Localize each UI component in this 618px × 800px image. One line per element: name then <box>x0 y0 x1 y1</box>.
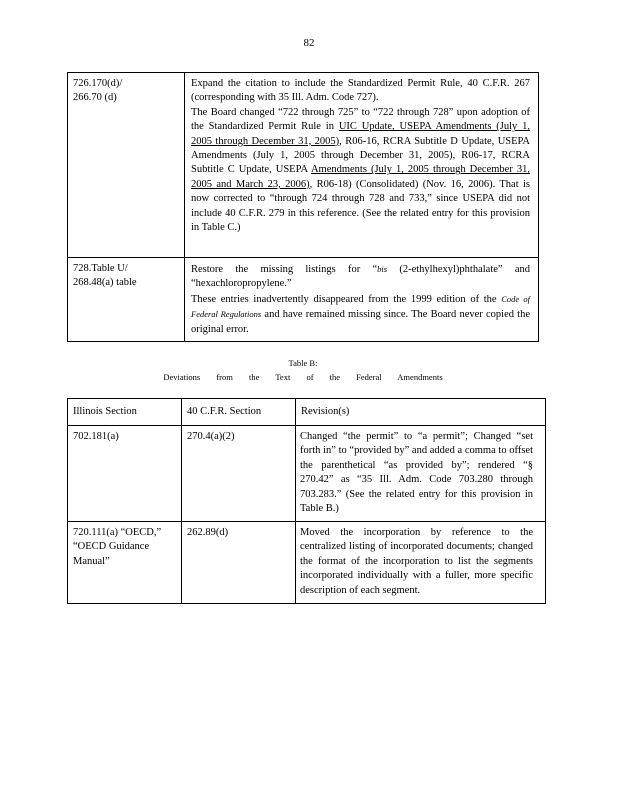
text-run: Restore the missing listings for “ <box>191 264 378 275</box>
table-b <box>67 398 546 604</box>
illinois-section-cell: 702.181(a) <box>68 426 182 522</box>
section-cell <box>68 258 185 342</box>
column-header: Illinois Section <box>68 399 182 426</box>
table-header-row <box>68 399 546 426</box>
cfr-section-cell: 262.89(d) <box>182 522 296 604</box>
text-run: (2-ethylhexyl)phthalate” and “hexachloropropylene.” <box>191 264 530 290</box>
revision-cell: Changed “the permit” to “a permit”; Changed “set forth in” to “provided by” and added a comma to offset the parenthetical “as provided by”; rendered “§ 270.42” as “35 Ill. Adm. Code 703.280 through 703.283.” (See the related entry for this provision in Table B.) <box>296 426 546 522</box>
section-line: 726.170(d)/ <box>73 78 123 89</box>
description-text <box>191 262 530 292</box>
italic-text: bis <box>377 264 388 274</box>
description-text: Expand the citation to include the Standardized Permit Rule, 40 C.F.R. 267 (corresponding with 35 Ill. Adm. Code 727). <box>191 78 530 104</box>
section-line: 266.70 (d) <box>73 92 117 104</box>
italic-text: Code of Federal Regulations <box>191 293 530 320</box>
section-line: 728.Table U/ <box>73 263 128 274</box>
illinois-section-cell: 720.111(a) “OECD,” “OECD Guidance Manual” <box>68 522 182 604</box>
description-cell <box>185 258 539 342</box>
text-run: The Board changed “722 through 725” to “722 through 728” upon adoption of the Standardized Permit Rule in <box>191 106 530 133</box>
table-row <box>68 522 546 604</box>
text-run: , R06-18) (Consolidated) (Nov. 16, 2006). That is now corrected to “through 724 through 728 and 733,” since USEPA did not include 40 C.F.R. 279 in this reference. (See the related entry for this provision in Table C.) <box>191 178 530 234</box>
cfr-section-cell: 270.4(a)(2) <box>182 426 296 522</box>
table-b-title: Table B: <box>288 358 318 368</box>
description-cell <box>185 73 539 258</box>
table-row <box>68 258 539 342</box>
revision-cell: Moved the incorporation by reference to the centralized listing of incorporated documents; changed the format of the incorporation to list the segments incorporated individually with a fuller, more specific description of each segment. <box>296 522 546 604</box>
text-run: , R06-16, RCRA Subtitle D Update, USEPA Amendments (July 1, 2005 through December 31, 2005), R06-17, RCRA Subtitle C Update, USEPA <box>191 135 530 176</box>
table-row <box>68 73 539 258</box>
page-number: 82 <box>303 37 315 49</box>
column-header: Revision(s) <box>296 399 546 426</box>
section-line: 268.48(a) table <box>73 277 137 289</box>
description-text <box>191 106 530 236</box>
text-run: and have remained missing since. The Board never copied the original error. <box>191 309 530 335</box>
underlined-citation: Amendments (July 1, 2005 through December 31, 2005 and March 23, 2006) <box>191 164 530 190</box>
description-text <box>191 292 530 337</box>
underlined-citation: UIC Update, USEPA Amendments (July 1, 2005 through December 31, 2005) <box>191 121 531 147</box>
table-b-subtitle: Deviations from the Text of the Federal Amendments <box>163 372 443 382</box>
section-cell <box>68 73 185 258</box>
table-a <box>67 72 539 342</box>
text-run: These entries inadvertently disappeared from the 1999 edition of the <box>191 293 502 305</box>
column-header: 40 C.F.R. Section <box>182 399 296 426</box>
table-row <box>68 426 546 522</box>
